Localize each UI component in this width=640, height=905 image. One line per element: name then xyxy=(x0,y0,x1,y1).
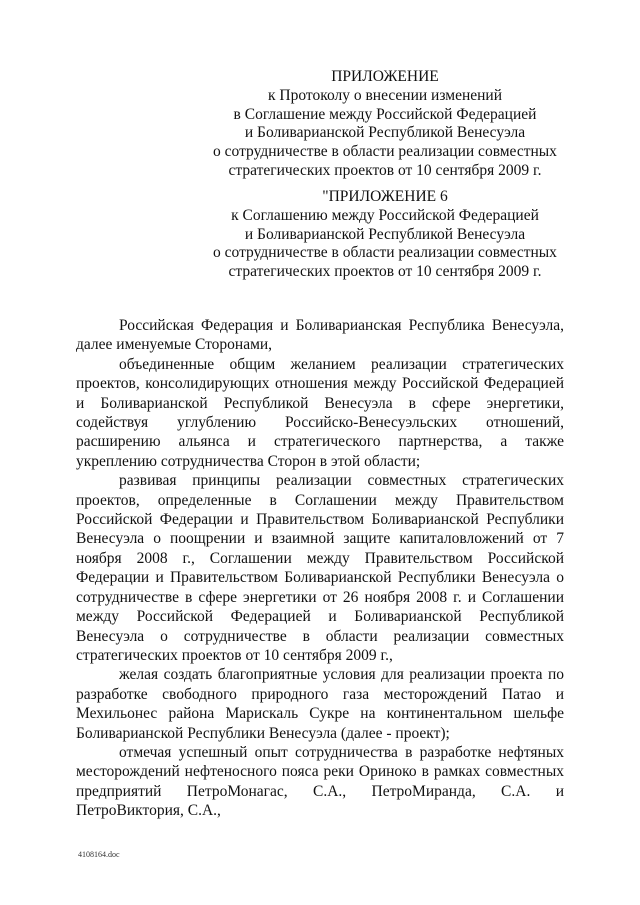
appendix-header-line: о сотрудничестве в области реализации совместных xyxy=(213,143,557,161)
appendix6-header-line: и Боливарианской Республикой Венесуэла xyxy=(244,225,526,243)
body-paragraph: развивая принципы реализации совместных стратегических проектов, определенные в Соглашении между Правительством Российской Федерации и Правительством Боливарианской Республики Венесуэла о поощрении и взаимной защите капиталовложений от 7 ноября 2008 г., Соглашении между Правительством Российской Федерации и Правительством Боливарианской Республики Венесуэла о сотрудничестве в сфере энергетики от 26 ноября 2008 г. и Соглашении между Российской Федерацией и Боливарианской Республикой Венесуэла о сотрудничестве в области реализации совместных стратегических проектов от 10 сентября 2009 г., xyxy=(76,472,564,664)
appendix6-header-line: о сотрудничестве в области реализации совместных xyxy=(213,244,557,262)
appendix6-header-line: стратегических проектов от 10 сентября 2009 г. xyxy=(228,263,542,281)
appendix-header xyxy=(200,68,570,181)
appendix-header-line: к Протоколу о внесении изменений xyxy=(267,86,503,104)
appendix-header-line: стратегических проектов от 10 сентября 2009 г. xyxy=(228,161,542,179)
appendix6-title: "ПРИЛОЖЕНИЕ 6 xyxy=(322,188,448,205)
body-paragraph: отмечая успешный опыт сотрудничества в разработке нефтяных месторождений нефтеносного пояса реки Ориноко в рамках совместных предприятий ПетроМонагас, С.А., ПетроМиранда, С.А. и ПетроВиктория, С.А., xyxy=(76,743,564,820)
appendix-header-line: и Боливарианской Республикой Венесуэла xyxy=(244,124,526,142)
document-code: 4108164.doc xyxy=(78,850,120,859)
body-paragraph: желая создать благоприятные условия для реализации проекта по разработке свободного природного газа месторождений Патао и Мехильонес района Марискаль Сукре на континентальном шельфе Боливарианской Республики Венесуэла (далее - проект); xyxy=(76,666,564,742)
body-paragraph: Российская Федерация и Боливарианская Республика Венесуэла, далее именуемые Сторонами, xyxy=(76,317,564,354)
appendix6-header-line: к Соглашению между Российской Федерацией xyxy=(231,206,539,224)
appendix-title: ПРИЛОЖЕНИЕ xyxy=(331,68,439,85)
appendix6-header xyxy=(200,188,570,282)
document-body xyxy=(76,316,564,821)
appendix-header-line: в Соглашение между Российской Федерацией xyxy=(233,105,537,123)
body-paragraph: объединенные общим желанием реализации стратегических проектов, консолидирующих отношения между Российской Федерацией и Боливарианской Республикой Венесуэла в сфере энергетики, содействуя углублению Российско-Венесуэльских отношений, расширению альянса и стратегического партнерства, а также укреплению сотрудничества Сторон в этой области; xyxy=(76,355,564,470)
